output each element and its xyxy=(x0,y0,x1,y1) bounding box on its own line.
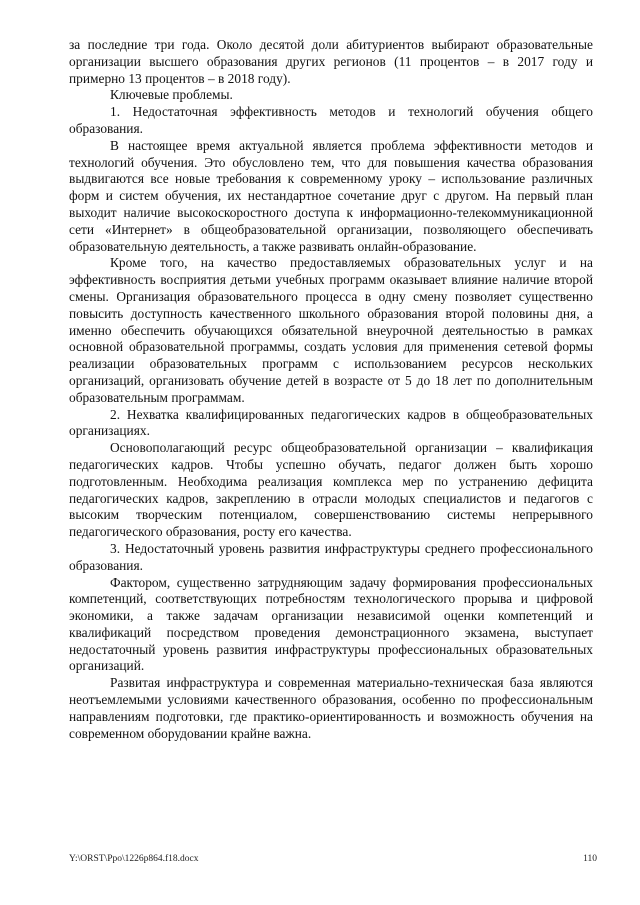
paragraph-infrastructure: Развитая инфраструктура и современная материально-техническая база являются неотъемлемыми условиями качественного образования, особенно по профессиональным направлениям подготовки, где практико-ориентированность и возможность обучения на современном оборудовании крайне важна. xyxy=(69,675,593,741)
paragraph-key-problems-heading: Ключевые проблемы. xyxy=(110,87,233,103)
paragraph-regional-applicants: за последние три года. Около десятой доли абитуриентов выбирают образовательные организации высшего образования других регионов (11 процентов – в 2017 году и примерно 13 процентов – в 2018 году). xyxy=(69,37,593,86)
paragraph-problem-2-title: 2. Нехватка квалифицированных педагогических кадров в общеобразовательных организациях. xyxy=(69,406,593,439)
footer-file-path: Y:\ORST\Ppo\1226p864.f18.docx xyxy=(69,854,199,864)
page-number: 110 xyxy=(583,854,597,864)
paragraph-second-shift: Кроме того, на качество предоставляемых образовательных услуг и на эффективность восприятия детьми учебных программ оказывает влияние наличие второй смены. Организация образовательного процесса в одну смену позволяет существенно повысить доступность качественного школьного образования второй половины дня, а именно обеспечить обучающихся обязательной внеурочной деятельностью в рамках основной образовательной программы, создать условия для применения сетевой формы реализации образовательных программ с использованием ресурсов нескольких организаций, организовать обучение детей в возрасте от 5 до 18 лет по дополнительным образовательным программам. xyxy=(69,255,593,405)
paragraph-problem-1-title: 1. Недостаточная эффективность методов и технологий обучения общего образования. xyxy=(69,104,593,136)
paragraph-problem-3-title: 3. Недостаточный уровень развития инфраструктуры среднего профессионального образования. xyxy=(69,540,593,573)
paragraph-teaching-methods: В настоящее время актуальной является проблема эффективности методов и технологий обучения. Это обусловлено тем, что для повышения качества образования выдвигаются все новые требования к современному уроку – использование различных форм и систем обучения, их нестандартное сочетание друг с другом. На первый план выходит наличие высокоскоростного доступа к информационно-телекоммуникационной сети «Интернет» в общеобразовательной организации, позволяющего обеспечивать образовательную деятельность, а также развивать онлайн-образование. xyxy=(69,137,593,254)
paragraph-competencies: Фактором, существенно затрудняющим задачу формирования профессиональных компетенций, соответствующих потребностям технологического прорыва и цифровой экономики, а также задачам организации независимой оценки компетенций и квалификаций посредством проведения демонстрационного экзамена, выступает недостаточный уровень развития инфраструктуры профессиональных образовательных организаций. xyxy=(69,574,593,674)
document-body xyxy=(69,37,593,742)
paragraph-teacher-qualification: Основополагающий ресурс общеобразовательной организации – квалификация педагогических кадров. Чтобы успешно обучать, педагог должен быть хорошо подготовленным. Необходима реализация комплекса мер по устранению дефицита педагогических кадров, закреплению в отрасли молодых специалистов и педагогов с высоким творческим потенциалом, совершенствованию системы непрерывного педагогического образования, росту его качества. xyxy=(69,440,593,540)
